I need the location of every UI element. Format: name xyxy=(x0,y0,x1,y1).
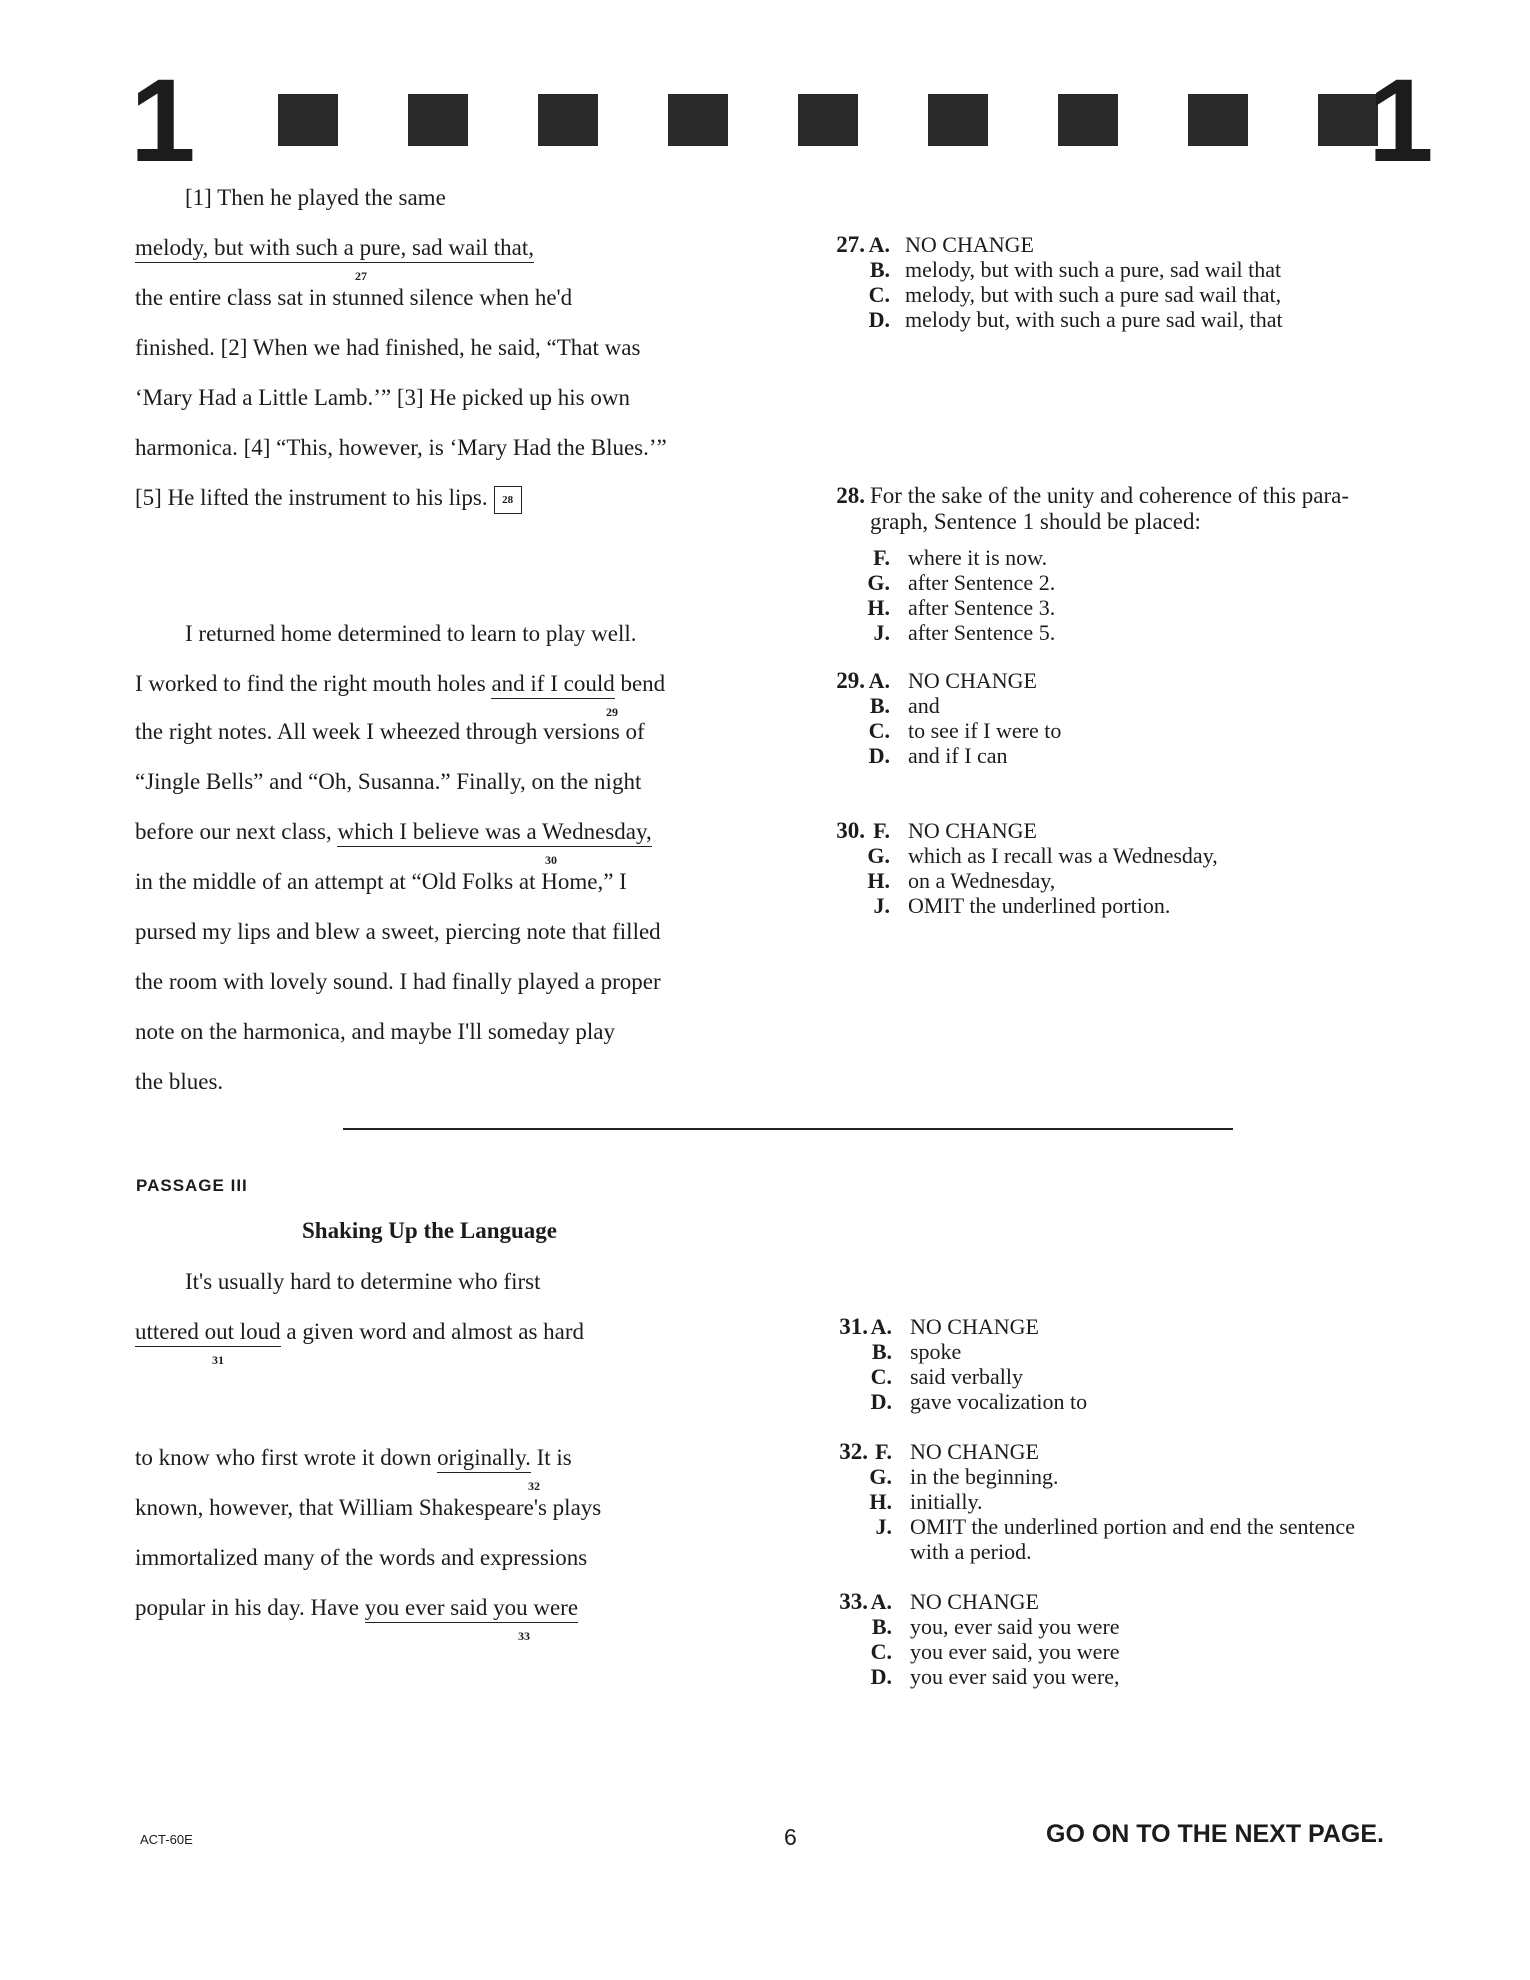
option-letter: D. xyxy=(870,1664,892,1689)
option-32-g[interactable]: in the beginning. xyxy=(910,1464,1059,1489)
passage-line: harmonica. [4] “This, however, is ‘Mary Had the Blues.’” xyxy=(135,435,667,460)
ref-27: 27 xyxy=(355,269,367,283)
option-letter: H. xyxy=(867,595,890,620)
question-number-29: 29. xyxy=(836,668,865,693)
option-letter: B. xyxy=(871,1339,892,1364)
option-letter: F. xyxy=(873,545,890,570)
question-number-28: 28. xyxy=(836,483,865,508)
header-square xyxy=(668,94,728,146)
passage-line: I returned home determined to learn to play well. xyxy=(185,621,637,646)
passage-line xyxy=(135,670,665,698)
section-number-right: 1 xyxy=(1368,55,1430,187)
option-31-a[interactable]: NO CHANGE xyxy=(910,1314,1039,1339)
header-square xyxy=(1058,94,1118,146)
underlined-32: originally. xyxy=(437,1445,531,1473)
passage-divider xyxy=(343,1128,1233,1130)
ref-32: 32 xyxy=(528,1479,540,1493)
option-30-j[interactable]: OMIT the underlined portion. xyxy=(908,893,1171,918)
option-letter: F. xyxy=(873,818,890,843)
passage-text: [5] He lifted the instrument to his lips. xyxy=(135,485,488,510)
option-31-d[interactable]: gave vocalization to xyxy=(910,1389,1088,1414)
passage-line: “Jingle Bells” and “Oh, Susanna.” Finally, on the night xyxy=(135,769,642,794)
option-28-f[interactable]: where it is now. xyxy=(908,545,1048,570)
passage-line: pursed my lips and blew a sweet, piercing note that filled xyxy=(135,919,661,944)
option-letter: A. xyxy=(870,1589,892,1614)
passage-line: the entire class sat in stunned silence when he'd xyxy=(135,285,573,310)
passage-line: finished. [2] When we had finished, he said, “That was xyxy=(135,335,641,360)
option-letter: A. xyxy=(868,232,890,257)
option-letter: C. xyxy=(868,282,890,307)
passage-text: bend xyxy=(620,671,666,696)
question-number-32: 32. xyxy=(839,1439,868,1464)
question-stem-28: For the sake of the unity and coherence of this para- xyxy=(870,483,1349,508)
question-number-30: 30. xyxy=(836,818,865,843)
option-27-b[interactable]: melody, but with such a pure, sad wail that xyxy=(905,257,1282,282)
question-number-27: 27. xyxy=(836,232,865,257)
passage-line: the blues. xyxy=(135,1069,224,1094)
option-letter: G. xyxy=(867,843,890,868)
ref-33: 33 xyxy=(518,1629,530,1643)
passage-text: a given word and almost as hard xyxy=(286,1319,585,1344)
page-number: 6 xyxy=(784,1824,797,1850)
option-letter: J. xyxy=(875,1514,892,1539)
passage-line xyxy=(135,1318,584,1346)
option-29-a[interactable]: NO CHANGE xyxy=(908,668,1037,693)
option-28-h[interactable]: after Sentence 3. xyxy=(908,595,1056,620)
passage-text: to know who first wrote it down xyxy=(135,1445,432,1470)
option-29-b[interactable]: and xyxy=(908,693,940,718)
passage-line xyxy=(135,1594,578,1622)
ref-31: 31 xyxy=(212,1353,224,1367)
passage-line: known, however, that William Shakespeare's plays xyxy=(135,1495,602,1520)
passage-text: before our next class, xyxy=(135,819,332,844)
option-28-g[interactable]: after Sentence 2. xyxy=(908,570,1056,595)
option-letter: J. xyxy=(873,620,890,645)
underlined-31: uttered out loud xyxy=(135,1319,281,1347)
passage-line: [1] Then he played the same xyxy=(185,185,446,210)
header-square xyxy=(538,94,598,146)
underlined-33: you ever said you were xyxy=(365,1595,578,1623)
passage-line xyxy=(135,818,652,846)
option-33-a[interactable]: NO CHANGE xyxy=(910,1589,1039,1614)
option-32-j-cont: with a period. xyxy=(910,1539,1032,1564)
option-30-f[interactable]: NO CHANGE xyxy=(908,818,1037,843)
question-box-28: 28 xyxy=(494,486,522,514)
option-letter: A. xyxy=(870,1314,892,1339)
option-letter: B. xyxy=(869,693,890,718)
passage-title: Shaking Up the Language xyxy=(302,1218,557,1243)
passage-line: It's usually hard to determine who first xyxy=(185,1269,541,1294)
section-number-left: 1 xyxy=(130,55,192,187)
option-27-c[interactable]: melody, but with such a pure sad wail that, xyxy=(905,282,1282,307)
header-square xyxy=(408,94,468,146)
option-32-j[interactable]: OMIT the underlined portion and end the sentence xyxy=(910,1514,1355,1539)
question-number-31: 31. xyxy=(839,1314,868,1339)
underlined-27: melody, but with such a pure, sad wail that, xyxy=(135,235,534,263)
question-stem-28-cont: graph, Sentence 1 should be placed: xyxy=(870,509,1201,534)
option-letter: A. xyxy=(868,668,890,693)
passage-line xyxy=(135,1444,572,1472)
option-letter: D. xyxy=(868,307,890,332)
passage-line: immortalized many of the words and expressions xyxy=(135,1545,588,1570)
passage-line xyxy=(135,234,534,262)
option-letter: C. xyxy=(870,1364,892,1389)
header-square xyxy=(798,94,858,146)
option-letter: C. xyxy=(870,1639,892,1664)
option-letter: H. xyxy=(867,868,890,893)
question-number-33: 33. xyxy=(839,1589,868,1614)
passage-text: I worked to find the right mouth holes xyxy=(135,671,486,696)
underlined-29: and if I could xyxy=(491,671,614,699)
passage-line: note on the harmonica, and maybe I'll someday play xyxy=(135,1019,615,1044)
passage-line xyxy=(135,484,522,514)
option-30-g[interactable]: which as I recall was a Wednesday, xyxy=(908,843,1218,868)
underlined-30: which I believe was a Wednesday, xyxy=(337,819,651,847)
option-letter: G. xyxy=(867,570,890,595)
option-33-c[interactable]: you ever said, you were xyxy=(910,1639,1120,1664)
passage-text: It is xyxy=(536,1445,572,1470)
ref-30: 30 xyxy=(545,853,557,867)
next-page-notice: GO ON TO THE NEXT PAGE. xyxy=(1046,1820,1385,1848)
passage-line: the room with lovely sound. I had finally played a proper xyxy=(135,969,661,994)
option-letter: G. xyxy=(869,1464,892,1489)
option-32-h[interactable]: initially. xyxy=(910,1489,983,1514)
header-square xyxy=(1188,94,1248,146)
option-32-f[interactable]: NO CHANGE xyxy=(910,1439,1039,1464)
option-letter: J. xyxy=(873,893,890,918)
option-letter: D. xyxy=(870,1389,892,1414)
option-28-j[interactable]: after Sentence 5. xyxy=(908,620,1056,645)
option-letter: D. xyxy=(868,743,890,768)
option-letter: B. xyxy=(869,257,890,282)
passage-label: PASSAGE III xyxy=(136,1176,248,1195)
header-square xyxy=(928,94,988,146)
option-27-d[interactable]: melody but, with such a pure sad wail, that xyxy=(905,307,1283,332)
passage-line: ‘Mary Had a Little Lamb.’” [3] He picked up his own xyxy=(135,385,630,410)
footer-form-code: ACT-60E xyxy=(140,1832,193,1847)
option-29-c[interactable]: to see if I were to xyxy=(908,718,1062,743)
passage-line: the right notes. All week I wheezed through versions of xyxy=(135,719,645,744)
header-square xyxy=(278,94,338,146)
option-letter: H. xyxy=(869,1489,892,1514)
ref-29: 29 xyxy=(606,705,618,719)
option-letter: F. xyxy=(875,1439,892,1464)
option-29-d[interactable]: and if I can xyxy=(908,743,1008,768)
option-letter: B. xyxy=(871,1614,892,1639)
option-27-a[interactable]: NO CHANGE xyxy=(905,232,1034,257)
option-33-b[interactable]: you, ever said you were xyxy=(910,1614,1120,1639)
passage-line: in the middle of an attempt at “Old Folks at Home,” I xyxy=(135,869,627,894)
option-31-c[interactable]: said verbally xyxy=(910,1364,1024,1389)
option-33-d[interactable]: you ever said you were, xyxy=(910,1664,1120,1689)
option-letter: C. xyxy=(868,718,890,743)
passage-text: popular in his day. Have xyxy=(135,1595,359,1620)
option-30-h[interactable]: on a Wednesday, xyxy=(908,868,1056,893)
option-31-b[interactable]: spoke xyxy=(910,1339,962,1364)
